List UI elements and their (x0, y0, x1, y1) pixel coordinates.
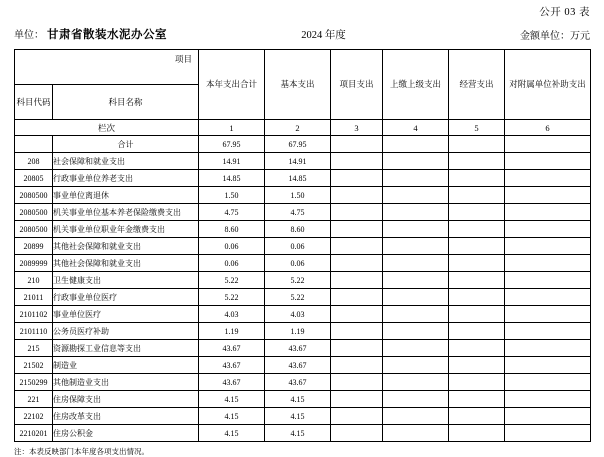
table-note: 注：本表反映部门本年度各项支出情况。 (14, 447, 149, 456)
row-value-2 (331, 204, 383, 221)
row-value-0: 4.03 (199, 306, 265, 323)
row-name: 住房保障支出 (53, 391, 199, 408)
row-value-1: 43.67 (265, 340, 331, 357)
row-code: 221 (15, 391, 53, 408)
row-value-4 (449, 391, 505, 408)
row-value-4 (449, 187, 505, 204)
row-value-1: 0.06 (265, 255, 331, 272)
row-value-5 (505, 153, 591, 170)
row-code: 21502 (15, 357, 53, 374)
row-value-2 (331, 408, 383, 425)
row-value-3 (383, 255, 449, 272)
row-value-4 (449, 238, 505, 255)
row-value-0: 4.15 (199, 425, 265, 442)
table-row (15, 323, 591, 340)
row-value-5 (505, 272, 591, 289)
row-value-0: 0.06 (199, 255, 265, 272)
row-code: 208 (15, 153, 53, 170)
order-number-3: 4 (383, 120, 449, 136)
unit-block (14, 26, 167, 42)
row-name: 机关事业单位基本养老保险缴费支出 (53, 204, 199, 221)
order-number-4: 5 (449, 120, 505, 136)
table-row (15, 425, 591, 442)
row-value-1: 5.22 (265, 272, 331, 289)
row-value-2 (331, 289, 383, 306)
row-name: 事业单位医疗 (53, 306, 199, 323)
row-code: 2080500 (15, 187, 53, 204)
row-value-1: 43.67 (265, 374, 331, 391)
row-value-5 (505, 238, 591, 255)
total-row-value-1: 67.95 (265, 136, 331, 153)
row-value-3 (383, 187, 449, 204)
row-value-2 (331, 255, 383, 272)
order-number-1: 2 (265, 120, 331, 136)
row-value-1: 14.91 (265, 153, 331, 170)
table-row (15, 255, 591, 272)
row-name: 行政事业单位医疗 (53, 289, 199, 306)
table-row (15, 153, 591, 170)
row-value-4 (449, 170, 505, 187)
row-code: 2080500 (15, 221, 53, 238)
row-value-5 (505, 187, 591, 204)
row-value-5 (505, 255, 591, 272)
total-row (15, 136, 591, 153)
row-value-0: 43.67 (199, 340, 265, 357)
order-number-2: 3 (331, 120, 383, 136)
total-row-value-2 (331, 136, 383, 153)
table-row (15, 272, 591, 289)
row-value-0: 4.15 (199, 391, 265, 408)
table-row (15, 408, 591, 425)
row-value-0: 4.75 (199, 204, 265, 221)
row-value-2 (331, 170, 383, 187)
row-value-3 (383, 170, 449, 187)
row-value-1: 1.50 (265, 187, 331, 204)
total-row-value-3 (383, 136, 449, 153)
table-body (15, 153, 591, 442)
row-value-5 (505, 425, 591, 442)
row-value-4 (449, 255, 505, 272)
row-value-0: 43.67 (199, 374, 265, 391)
row-code: 2089999 (15, 255, 53, 272)
total-row-value-4 (449, 136, 505, 153)
row-value-4 (449, 340, 505, 357)
row-value-1: 4.75 (265, 204, 331, 221)
row-code: 210 (15, 272, 53, 289)
row-value-2 (331, 306, 383, 323)
row-code: 21011 (15, 289, 53, 306)
row-value-4 (449, 306, 505, 323)
row-value-5 (505, 323, 591, 340)
unit-name: 甘肃省散装水泥办公室 (47, 29, 167, 41)
row-value-4 (449, 357, 505, 374)
row-value-2 (331, 374, 383, 391)
row-value-2 (331, 340, 383, 357)
row-value-4 (449, 272, 505, 289)
expenditure-table (14, 49, 591, 442)
amount-unit: 金额单位：万元 (520, 31, 590, 42)
row-name: 其他制造业支出 (53, 374, 199, 391)
column-header-1: 基本支出 (265, 50, 331, 120)
row-value-3 (383, 408, 449, 425)
row-code: 20899 (15, 238, 53, 255)
row-value-2 (331, 391, 383, 408)
row-value-2 (331, 153, 383, 170)
row-value-0: 8.60 (199, 221, 265, 238)
row-value-0: 14.85 (199, 170, 265, 187)
corner-cell (15, 50, 199, 85)
row-value-3 (383, 238, 449, 255)
row-value-0: 1.50 (199, 187, 265, 204)
row-value-1: 5.22 (265, 289, 331, 306)
row-value-5 (505, 306, 591, 323)
row-value-5 (505, 340, 591, 357)
row-value-3 (383, 153, 449, 170)
row-value-2 (331, 425, 383, 442)
column-header-2: 项目支出 (331, 50, 383, 120)
column-header-3: 上缴上级支出 (383, 50, 449, 120)
total-row-label: 合计 (53, 136, 199, 153)
row-name: 住房改革支出 (53, 408, 199, 425)
row-value-1: 0.06 (265, 238, 331, 255)
name-column-header: 科目名称 (53, 85, 199, 120)
fiscal-year: 2024 年度 (301, 30, 346, 41)
column-header-0: 本年支出合计 (199, 50, 265, 120)
row-code: 2101102 (15, 306, 53, 323)
row-name: 机关事业单位职业年金缴费支出 (53, 221, 199, 238)
table-row (15, 391, 591, 408)
row-name: 制造业 (53, 357, 199, 374)
row-value-4 (449, 204, 505, 221)
code-column-header: 科目代码 (15, 85, 53, 120)
row-code: 2210201 (15, 425, 53, 442)
row-value-0: 0.06 (199, 238, 265, 255)
row-value-3 (383, 340, 449, 357)
row-value-0: 5.22 (199, 272, 265, 289)
row-value-4 (449, 221, 505, 238)
row-name: 公务员医疗补助 (53, 323, 199, 340)
row-value-3 (383, 306, 449, 323)
order-number-5: 6 (505, 120, 591, 136)
row-value-2 (331, 272, 383, 289)
row-value-1: 4.15 (265, 391, 331, 408)
table-row (15, 204, 591, 221)
row-value-5 (505, 204, 591, 221)
row-value-2 (331, 323, 383, 340)
row-value-3 (383, 272, 449, 289)
total-row-value-0: 67.95 (199, 136, 265, 153)
row-value-2 (331, 187, 383, 204)
order-label: 栏次 (15, 120, 199, 136)
column-header-4: 经营支出 (449, 50, 505, 120)
header-row-top (15, 50, 591, 85)
table-row (15, 357, 591, 374)
row-value-5 (505, 391, 591, 408)
row-value-5 (505, 408, 591, 425)
column-header-5: 对附属单位补助支出 (505, 50, 591, 120)
table-row (15, 374, 591, 391)
row-value-0: 5.22 (199, 289, 265, 306)
row-value-4 (449, 374, 505, 391)
row-name: 卫生健康支出 (53, 272, 199, 289)
row-value-0: 14.91 (199, 153, 265, 170)
row-name: 行政事业单位养老支出 (53, 170, 199, 187)
row-value-4 (449, 289, 505, 306)
row-value-3 (383, 323, 449, 340)
row-value-5 (505, 374, 591, 391)
row-name: 资源勘探工业信息等支出 (53, 340, 199, 357)
row-value-5 (505, 221, 591, 238)
row-value-3 (383, 374, 449, 391)
form-number: 公开 03 表 (539, 7, 590, 18)
row-value-5 (505, 357, 591, 374)
row-value-3 (383, 357, 449, 374)
corner-project-label: 项目 (174, 54, 192, 64)
row-value-4 (449, 153, 505, 170)
table-row (15, 289, 591, 306)
row-value-1: 1.19 (265, 323, 331, 340)
order-row (15, 120, 591, 136)
row-value-3 (383, 221, 449, 238)
row-value-1: 8.60 (265, 221, 331, 238)
row-value-0: 43.67 (199, 357, 265, 374)
row-value-5 (505, 170, 591, 187)
table-row (15, 221, 591, 238)
row-value-1: 14.85 (265, 170, 331, 187)
row-value-4 (449, 425, 505, 442)
row-value-3 (383, 391, 449, 408)
row-code: 2150299 (15, 374, 53, 391)
row-value-2 (331, 357, 383, 374)
row-value-2 (331, 238, 383, 255)
row-value-0: 4.15 (199, 408, 265, 425)
row-name: 事业单位离退休 (53, 187, 199, 204)
row-value-4 (449, 323, 505, 340)
row-value-5 (505, 289, 591, 306)
row-name: 住房公积金 (53, 425, 199, 442)
meta-row (14, 26, 590, 42)
table-row (15, 340, 591, 357)
row-code: 22102 (15, 408, 53, 425)
row-name: 社会保障和就业支出 (53, 153, 199, 170)
row-value-1: 4.15 (265, 408, 331, 425)
row-value-1: 43.67 (265, 357, 331, 374)
row-value-4 (449, 408, 505, 425)
row-code: 20805 (15, 170, 53, 187)
row-name: 其他社会保障和就业支出 (53, 255, 199, 272)
table-row (15, 238, 591, 255)
row-code: 2101110 (15, 323, 53, 340)
total-row-code (15, 136, 53, 153)
unit-label: 单位： (14, 30, 44, 41)
row-value-3 (383, 425, 449, 442)
row-value-3 (383, 289, 449, 306)
row-value-1: 4.03 (265, 306, 331, 323)
row-name: 其他社会保障和就业支出 (53, 238, 199, 255)
row-value-0: 1.19 (199, 323, 265, 340)
order-number-0: 1 (199, 120, 265, 136)
table-row (15, 170, 591, 187)
row-value-2 (331, 221, 383, 238)
row-code: 2080500 (15, 204, 53, 221)
row-value-3 (383, 204, 449, 221)
total-row-value-5 (505, 136, 591, 153)
row-value-1: 4.15 (265, 425, 331, 442)
table-row (15, 306, 591, 323)
row-code: 215 (15, 340, 53, 357)
table-row (15, 187, 591, 204)
